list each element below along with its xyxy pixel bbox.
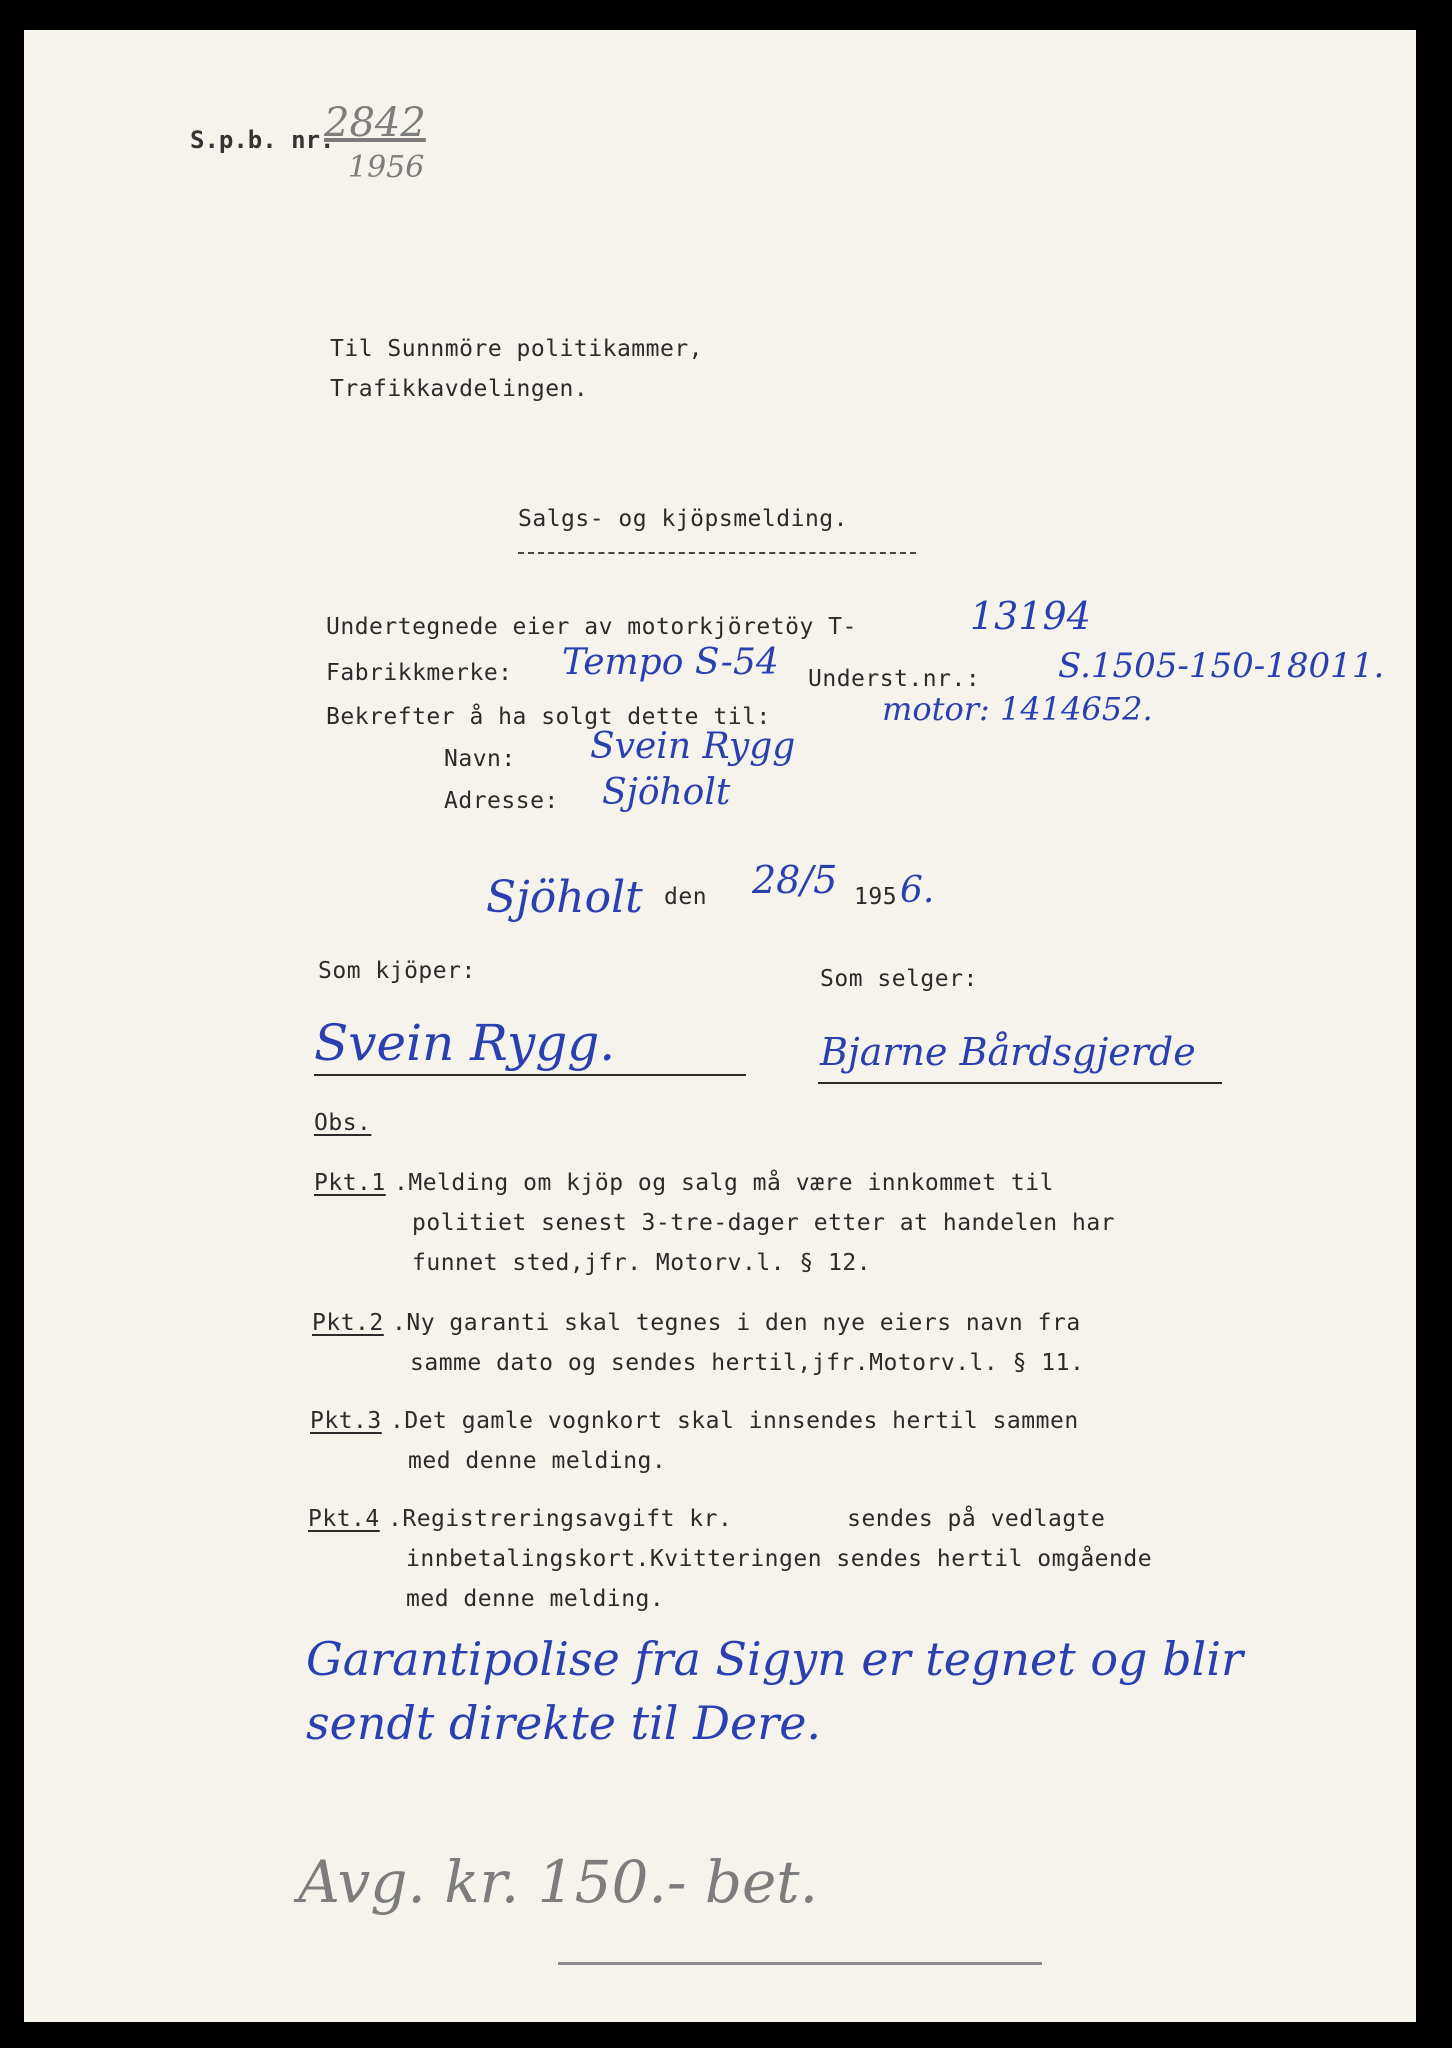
obs-heading: Obs. (314, 1110, 372, 1136)
pkt2-key: Pkt.2 (312, 1310, 384, 1336)
place-value: Sjöholt (486, 872, 643, 923)
chassis-value: S.1505-150-18011. (1058, 646, 1385, 686)
address-label: Adresse: (444, 788, 559, 814)
addressee-line2: Trafikkavdelingen. (330, 376, 589, 402)
pkt4-key: Pkt.4 (308, 1506, 380, 1532)
pkt4-line1: .Registreringsavgift kr. sendes på vedlagte (388, 1506, 1106, 1532)
spb-label: S.p.b. nr. (190, 126, 335, 154)
seller-signature-line (818, 1082, 1222, 1084)
pkt2-line1: .Ny garanti skal tegnes i den nye eiers navn fra (392, 1310, 1081, 1336)
pkt4-line3: med denne melding. (406, 1586, 665, 1612)
fee-underline (558, 1962, 1042, 1965)
pkt3-line2: med denne melding. (408, 1448, 667, 1474)
owner-label: Undertegnede eier av motorkjöretöy T- (326, 614, 857, 640)
chassis-label: Underst.nr.: (808, 666, 981, 692)
pkt1-key: Pkt.1 (314, 1170, 386, 1196)
document-title: Salgs- og kjöpsmelding. (518, 506, 848, 532)
spb-number: 2842 (324, 100, 426, 146)
note-line1: Garantipolise fra Sigyn er tegnet og blir (306, 1632, 1243, 1686)
name-value: Svein Rygg (590, 726, 796, 767)
confirm-label: Bekrefter å ha solgt dette til: (326, 704, 771, 730)
note-line2: sendt direkte til Dere. (306, 1696, 822, 1750)
owner-value: 13194 (970, 594, 1091, 638)
buyer-label: Som kjöper: (318, 958, 476, 984)
spb-year: 1956 (348, 150, 425, 185)
pkt3-line1: .Det gamle vognkort skal innsendes hertil sammen (390, 1408, 1079, 1434)
pkt1-line3: funnet sted,jfr. Motorv.l. § 12. (412, 1250, 872, 1276)
address-value: Sjöholt (602, 772, 731, 813)
pkt2-line2: samme dato og sendes hertil,jfr.Motorv.l. § 11. (410, 1350, 1085, 1376)
pkt1-line2: politiet senest 3-tre-dager etter at handelen har (412, 1210, 1116, 1236)
pkt3-key: Pkt.3 (310, 1408, 382, 1434)
title-dashed-underline (518, 552, 916, 554)
make-label: Fabrikkmerke: (326, 660, 513, 686)
fee-note: Avg. kr. 150.- bet. (298, 1848, 819, 1916)
document-page (24, 30, 1416, 2022)
make-value: Tempo S-54 (562, 642, 779, 683)
addressee-line1: Til Sunnmöre politikammer, (330, 336, 704, 362)
year-handwritten: 6. (900, 870, 935, 911)
pkt4-line2: innbetalingskort.Kvitteringen sendes hertil omgående (406, 1546, 1153, 1572)
seller-label: Som selger: (820, 966, 978, 992)
motor-value: motor: 1414652. (882, 690, 1153, 728)
seller-signature: Bjarne Bårdsgjerde (820, 1030, 1196, 1074)
buyer-signature: Svein Rygg. (314, 1014, 616, 1072)
date-value: 28/5 (752, 858, 838, 902)
year-printed: 195 (854, 884, 898, 910)
date-label: den (664, 884, 708, 910)
buyer-signature-line (314, 1074, 746, 1076)
name-label: Navn: (444, 746, 516, 772)
pkt1-line1: .Melding om kjöp og salg må være innkommet til (394, 1170, 1054, 1196)
